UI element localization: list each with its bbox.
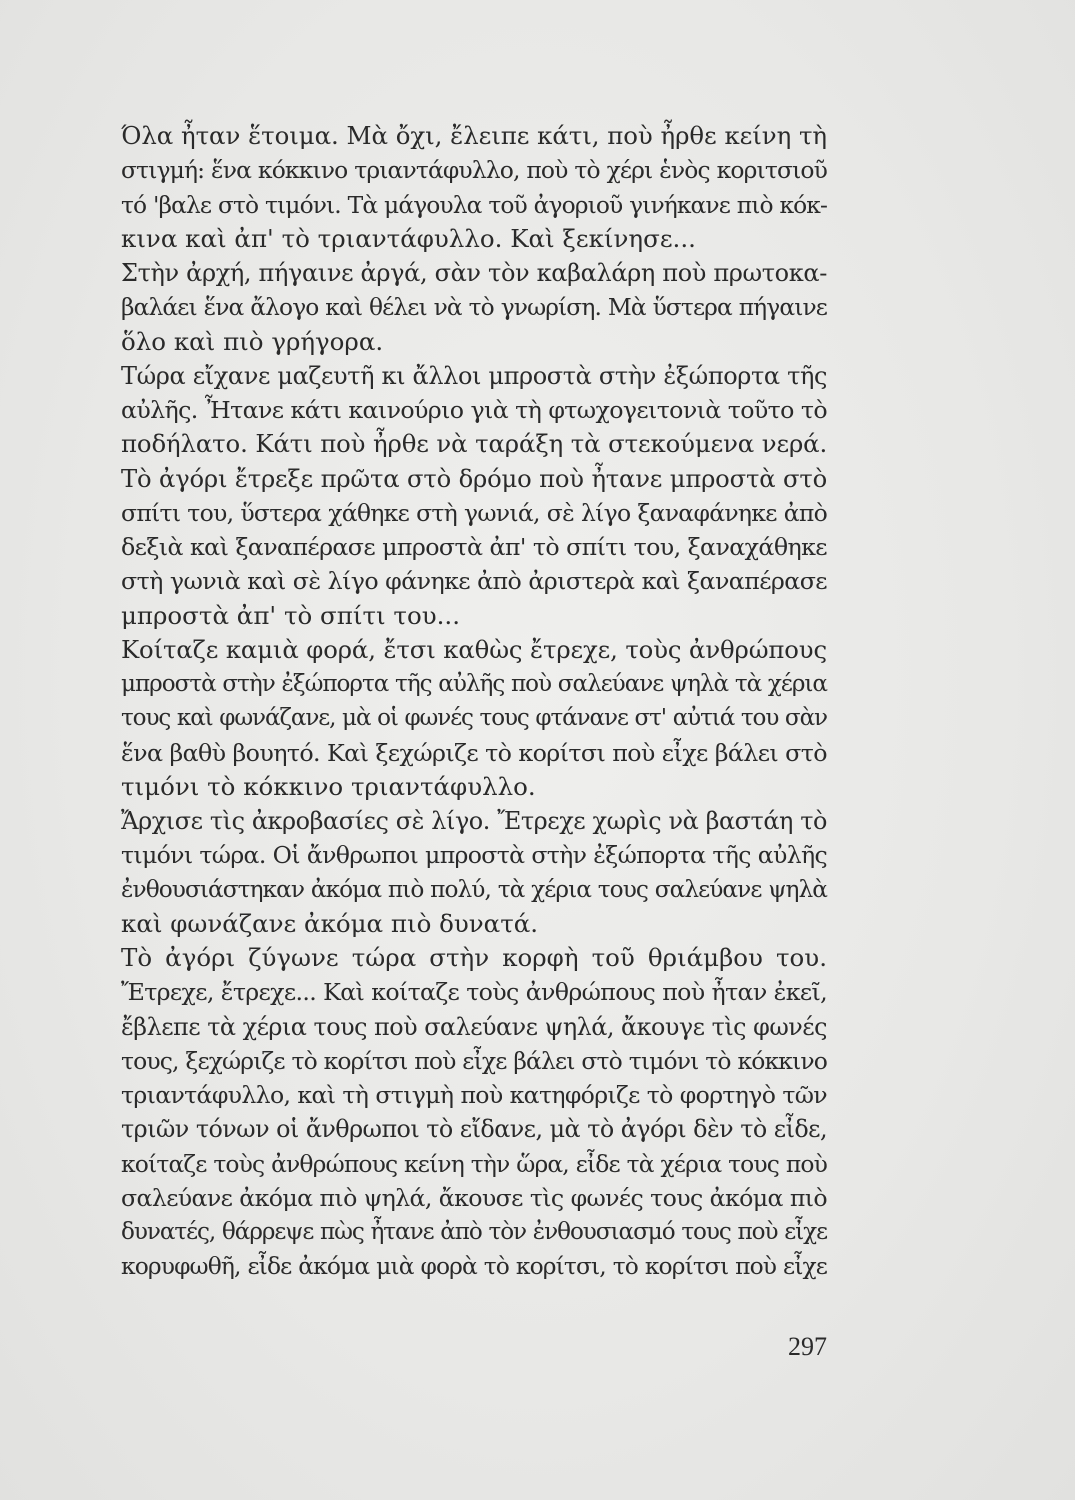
text-line: Κοίταζε καμιὰ φορά, ἔτσι καθὼς ἔτρεχε, τοὺς ἀνθρώπους — [121, 634, 827, 664]
text-line: ἔβλεπε τὰ χέρια τους ποὺ σαλεύανε ψηλά, ἄκουγε τὶς φωνές — [121, 1012, 827, 1041]
text-line: ἕνα βαθὺ βουητό. Καὶ ξεχώριζε τὸ κορίτσι ποὺ εἶχε βάλει στὸ — [121, 738, 827, 767]
text-line: Τώρα εἴχανε μαζευτῆ κι ἄλλοι μπροστὰ στὴν ἐξώπορτα τῆς — [121, 361, 827, 390]
text-line: τό 'βαλε στὸ τιμόνι. Τὰ μάγουλα τοῦ ἀγοριοῦ γινήκανε πιὸ κόκ- — [121, 190, 827, 219]
text-line: κινα καὶ ἀπ' τὸ τριαντάφυλλο. Καὶ ξεκίνησε... — [121, 223, 696, 253]
text-line: Τὸ ἀγόρι ζύγωνε τώρα στὴν κορφὴ τοῦ θριάμβου του. — [121, 943, 827, 972]
text-line: τιμόνι τώρα. Οἱ ἄνθρωποι μπροστὰ στὴν ἐξώπορτα τῆς αὐλῆς — [121, 841, 827, 870]
text-line: κορυφωθῆ, εἶδε ἀκόμα μιὰ φορὰ τὸ κορίτσι, τὸ κορίτσι ποὺ εἶχε — [121, 1252, 827, 1281]
text-line: κοίταζε τοὺς ἀνθρώπους κείνη τὴν ὥρα, εἶδε τὰ χέρια τους ποὺ — [121, 1149, 827, 1178]
text-line: τους, ξεχώριζε τὸ κορίτσι ποὺ εἶχε βάλει στὸ τιμόνι τὸ κόκκινο — [121, 1046, 827, 1075]
text-line: καὶ φωνάζανε ἀκόμα πιὸ δυνατά. — [121, 908, 539, 938]
text-line: σαλεύανε ἀκόμα πιὸ ψηλά, ἄκουσε τὶς φωνές τους ἀκόμα πιὸ — [121, 1183, 827, 1212]
text-line: ἐνθουσιάστηκαν ἀκόμα πιὸ πολύ, τὰ χέρια τους σαλεύανε ψηλὰ — [121, 875, 827, 903]
body-text — [121, 119, 827, 1284]
text-line: στὴ γωνιὰ καὶ σὲ λίγο φάνηκε ἀπὸ ἀριστερὰ καὶ ξαναπέρασε — [121, 567, 827, 596]
text-line: τους καὶ φωνάζανε, μὰ οἱ φωνές τους φτάνανε στ' αὐτιά του σὰν — [121, 705, 827, 732]
text-line: στιγμή: ἕνα κόκκινο τριαντάφυλλο, ποὺ τὸ χέρι ἑνὸς κοριτσιοῦ — [121, 156, 827, 185]
text-line: τιμόνι τὸ κόκκινο τριαντάφυλλο. — [121, 771, 536, 801]
text-line: δυνατές, θάρρεψε πὼς ἦτανε ἀπὸ τὸν ἐνθουσιασμό τους ποὺ εἶχε — [121, 1219, 827, 1245]
text-line: ποδήλατο. Κάτι ποὺ ἦρθε νὰ ταράξη τὰ στεκούμενα νερά. — [121, 429, 828, 459]
text-line: τριαντάφυλλο, καὶ τὴ στιγμὴ ποὺ κατηφόριζε τὸ φορτηγὸ τῶν — [121, 1081, 827, 1109]
text-line: Τὸ ἀγόρι ἔτρεξε πρῶτα στὸ δρόμο ποὺ ἦτανε μπροστὰ στὸ — [121, 463, 827, 493]
text-line: ὅλο καὶ πιὸ γρήγορα. — [121, 326, 384, 356]
text-line: τριῶν τόνων οἱ ἄνθρωποι τὸ εἴδανε, μὰ τὸ ἀγόρι δὲν τὸ εἶδε, — [121, 1115, 827, 1144]
text-line: μπροστὰ ἀπ' τὸ σπίτι του... — [121, 600, 460, 630]
text-line: Όλα ἦταν ἕτοιμα. Μὰ ὄχι, ἔλειπε κάτι, ποὺ ἦρθε κείνη τὴ — [121, 121, 827, 150]
text-line: μπροστὰ στὴν ἐξώπορτα τῆς αὐλῆς ποὺ σαλεύανε ψηλὰ τὰ χέρια — [121, 671, 827, 697]
text-line: Ἄρχισε τὶς ἀκροβασίες σὲ λίγο. Ἔτρεχε χωρὶς νὰ βαστάη τὸ — [121, 807, 827, 835]
text-line: δεξιὰ καὶ ξαναπέρασε μπροστὰ ἀπ' τὸ σπίτι του, ξαναχάθηκε — [121, 533, 827, 561]
text-line: Ἔτρεχε, ἔτρεχε... Καὶ κοίταζε τοὺς ἀνθρώπους ποὺ ἦταν ἐκεῖ, — [121, 978, 827, 1007]
page-number: 297 — [788, 1332, 827, 1361]
text-line: Στὴν ἀρχή, πήγαινε ἀργά, σὰν τὸν καβαλάρη ποὺ πρωτοκα- — [121, 259, 827, 287]
text-line: βαλάει ἕνα ἄλογο καὶ θέλει νὰ τὸ γνωρίση. Μὰ ὕστερα πήγαινε — [121, 293, 827, 322]
text-line: αὐλῆς. Ἦτανε κάτι καινούριο γιὰ τὴ φτωχογειτονιὰ τοῦτο τὸ — [121, 396, 827, 424]
text-line: σπίτι του, ὕστερα χάθηκε στὴ γωνιά, σὲ λίγο ξαναφάνηκε ἀπὸ — [121, 498, 827, 527]
